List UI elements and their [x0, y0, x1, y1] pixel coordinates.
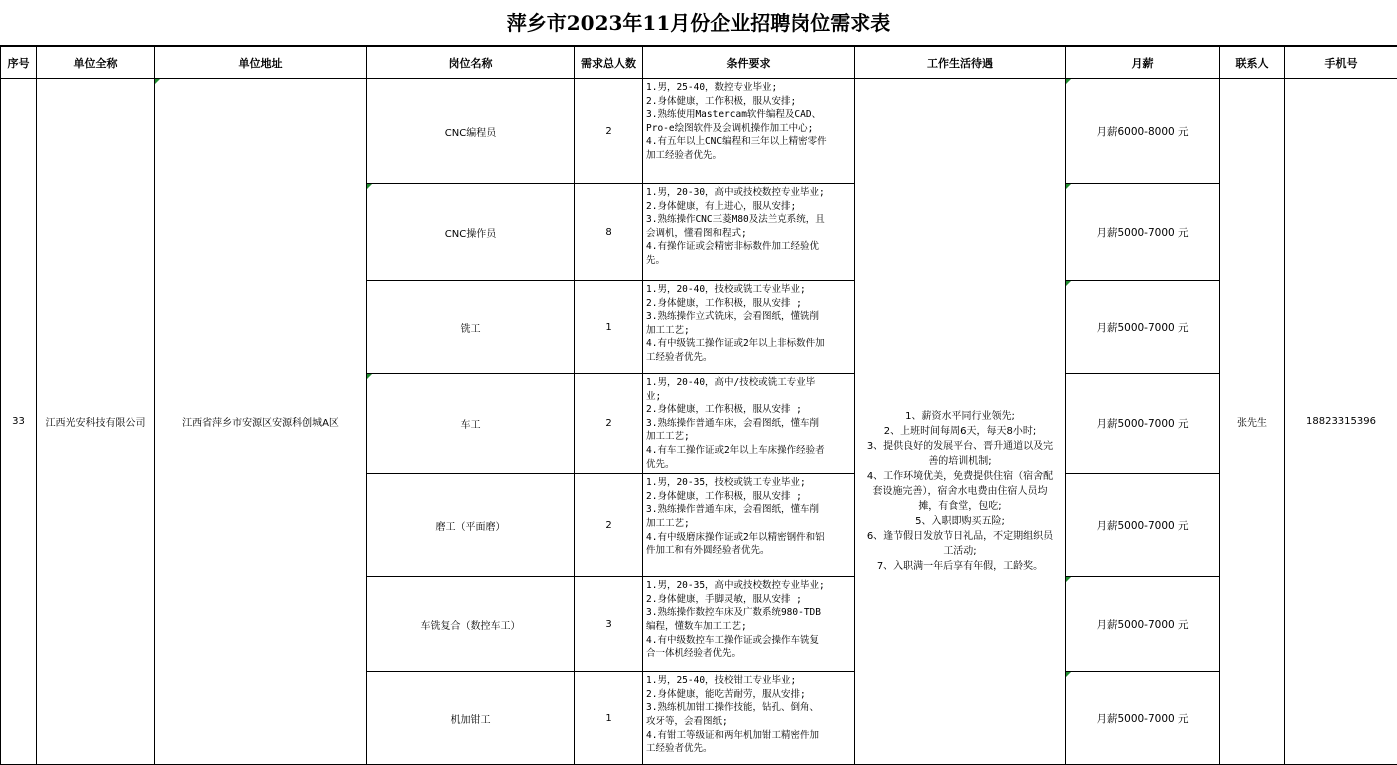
requirement-line: 优先。 [646, 458, 851, 472]
header-contact: 联系人 [1220, 47, 1285, 79]
salary-cell: 月薪5000-7000 元 [1066, 281, 1220, 374]
requirement-line: 工经验者优先。 [646, 351, 851, 365]
benefit-line: 1、薪资水平同行业领先; [859, 409, 1061, 424]
benefit-line: 5、入职即购买五险; [859, 514, 1061, 529]
requirements-cell [643, 79, 855, 184]
contact-cell: 张先生 [1220, 79, 1285, 765]
salary-cell: 月薪5000-7000 元 [1066, 474, 1220, 577]
requirements-cell [643, 672, 855, 765]
header-seq: 序号 [1, 47, 37, 79]
requirement-line: 2.身体健康，能吃苦耐劳，服从安排; [646, 688, 851, 702]
header-salary: 月薪 [1066, 47, 1220, 79]
requirement-line: 3.熟练操作CNC三菱M80及法兰克系统，且 [646, 213, 851, 227]
table-row [1, 79, 1397, 184]
header-position: 岗位名称 [367, 47, 575, 79]
header-phone: 手机号 [1285, 47, 1397, 79]
requirement-line: 1.男，20-35，高中或技校数控专业毕业; [646, 579, 851, 593]
requirement-line: 3.熟练操作立式铣床，会看图纸，懂铣削 [646, 310, 851, 324]
requirements-cell [643, 184, 855, 281]
requirements-cell [643, 577, 855, 672]
position-name-cell: 铣工 [367, 281, 575, 374]
requirement-line: 3.熟练机加钳工操作技能，钻孔、倒角、 [646, 701, 851, 715]
requirement-line: 3.熟练操作数控车床及广数系统980-TDB [646, 606, 851, 620]
position-name-cell: CNC编程员 [367, 79, 575, 184]
position-name-cell: 机加钳工 [367, 672, 575, 765]
header-count: 需求总人数 [575, 47, 643, 79]
requirement-line: 2.身体健康，有上进心，服从安排; [646, 200, 851, 214]
header-requirements: 条件要求 [643, 47, 855, 79]
benefit-line: 摊，有食堂，包吃; [859, 499, 1061, 514]
requirement-line: 2.身体健康，工作积极，服从安排 ; [646, 490, 851, 504]
requirement-line: 3.熟练操作普通车床，会看图纸，懂车削 [646, 417, 851, 431]
phone-cell: 18823315396 [1285, 79, 1397, 765]
position-count-cell: 2 [575, 79, 643, 184]
position-count-cell: 1 [575, 672, 643, 765]
requirement-line: 4.有五年以上CNC编程和三年以上精密零件 [646, 135, 851, 149]
benefit-line: 6、逢节假日发放节日礼品，不定期组织员 [859, 529, 1061, 544]
requirement-line: 1.男，20-35，技校或铣工专业毕业; [646, 476, 851, 490]
requirement-line: 加工工艺; [646, 430, 851, 444]
position-name-cell: 车铣复合（数控车工） [367, 577, 575, 672]
requirement-line: 合一体机经验者优先。 [646, 647, 851, 661]
requirement-line: 4.有车工操作证或2年以上车床操作经验者 [646, 444, 851, 458]
salary-cell: 月薪5000-7000 元 [1066, 184, 1220, 281]
benefit-line: 套设施完善），宿舍水电费由住宿人员均 [859, 484, 1061, 499]
benefit-line: 4、工作环境优美，免费提供住宿（宿舍配 [859, 469, 1061, 484]
requirement-line: 1.男，20-30，高中或技校数控专业毕业; [646, 186, 851, 200]
benefit-line: 3、提供良好的发展平台、晋升通道以及完 [859, 439, 1061, 454]
position-count-cell: 2 [575, 474, 643, 577]
recruitment-table [0, 46, 1397, 765]
sheet-title: 萍乡市2023年11月份企业招聘岗位需求表 [0, 0, 1397, 46]
requirements-cell [643, 281, 855, 374]
requirement-line: 加工工艺; [646, 324, 851, 338]
header-address: 单位地址 [155, 47, 367, 79]
position-name-cell: 车工 [367, 374, 575, 474]
requirement-line: 工经验者优先。 [646, 742, 851, 756]
company-cell: 江西光安科技有限公司 [37, 79, 155, 765]
seq-cell: 33 [1, 79, 37, 765]
requirement-line: 4.有钳工等级证和两年机加钳工精密件加 [646, 729, 851, 743]
benefit-line: 工活动; [859, 544, 1061, 559]
position-count-cell: 2 [575, 374, 643, 474]
requirement-line: 1.男，20-40，高中/技校或铣工专业毕 [646, 376, 851, 390]
requirement-line: 3.熟练使用Mastercam软件编程及CAD、 [646, 108, 851, 122]
salary-cell: 月薪6000-8000 元 [1066, 79, 1220, 184]
requirement-line: 4.有操作证或会精密非标数件加工经验优 [646, 240, 851, 254]
requirement-line: 2.身体健康，手脚灵敏，服从安排 ; [646, 593, 851, 607]
requirement-line: Pro-e绘图软件及会调机操作加工中心; [646, 122, 851, 136]
requirement-line: 攻牙等，会看图纸; [646, 715, 851, 729]
requirement-line: 先。 [646, 254, 851, 268]
requirement-line: 加工经验者优先。 [646, 149, 851, 163]
requirement-line: 4.有中级数控车工操作证或会操作车铣复 [646, 634, 851, 648]
position-count-cell: 1 [575, 281, 643, 374]
requirement-line: 会调机，懂看图和程式; [646, 227, 851, 241]
requirement-line: 件加工和有外圆经验者优先。 [646, 544, 851, 558]
requirement-line: 加工工艺; [646, 517, 851, 531]
requirements-cell [643, 474, 855, 577]
salary-cell: 月薪5000-7000 元 [1066, 374, 1220, 474]
requirement-line: 编程，懂数车加工工艺; [646, 620, 851, 634]
requirement-line: 4.有中级铣工操作证或2年以上非标数件加 [646, 337, 851, 351]
benefit-line: 7、入职满一年后享有年假，工龄奖。 [859, 559, 1061, 574]
requirement-line: 1.男，25-40，技校钳工专业毕业; [646, 674, 851, 688]
header-company: 单位全称 [37, 47, 155, 79]
position-count-cell: 8 [575, 184, 643, 281]
requirement-line: 2.身体健康，工作积极，服从安排; [646, 95, 851, 109]
salary-cell: 月薪5000-7000 元 [1066, 577, 1220, 672]
requirement-line: 1.男，25-40，数控专业毕业; [646, 81, 851, 95]
requirement-line: 业; [646, 390, 851, 404]
requirement-line: 1.男，20-40，技校或铣工专业毕业; [646, 283, 851, 297]
header-row [1, 47, 1397, 79]
position-name-cell: 磨工（平面磨） [367, 474, 575, 577]
requirement-line: 3.熟练操作普通车床，会看图纸，懂车削 [646, 503, 851, 517]
requirements-cell [643, 374, 855, 474]
salary-cell: 月薪5000-7000 元 [1066, 672, 1220, 765]
benefit-line: 2、上班时间每周6天，每天8小时; [859, 424, 1061, 439]
benefits-cell [855, 79, 1066, 765]
benefit-line: 善的培训机制; [859, 454, 1061, 469]
position-name-cell: CNC操作员 [367, 184, 575, 281]
requirement-line: 2.身体健康，工作积极，服从安排 ; [646, 297, 851, 311]
requirement-line: 2.身体健康，工作积极，服从安排 ; [646, 403, 851, 417]
header-benefits: 工作生活待遇 [855, 47, 1066, 79]
address-cell: 江西省萍乡市安源区安源科创城A区 [155, 79, 367, 765]
requirement-line: 4.有中级磨床操作证或2年以精密钢件和铝 [646, 531, 851, 545]
position-count-cell: 3 [575, 577, 643, 672]
